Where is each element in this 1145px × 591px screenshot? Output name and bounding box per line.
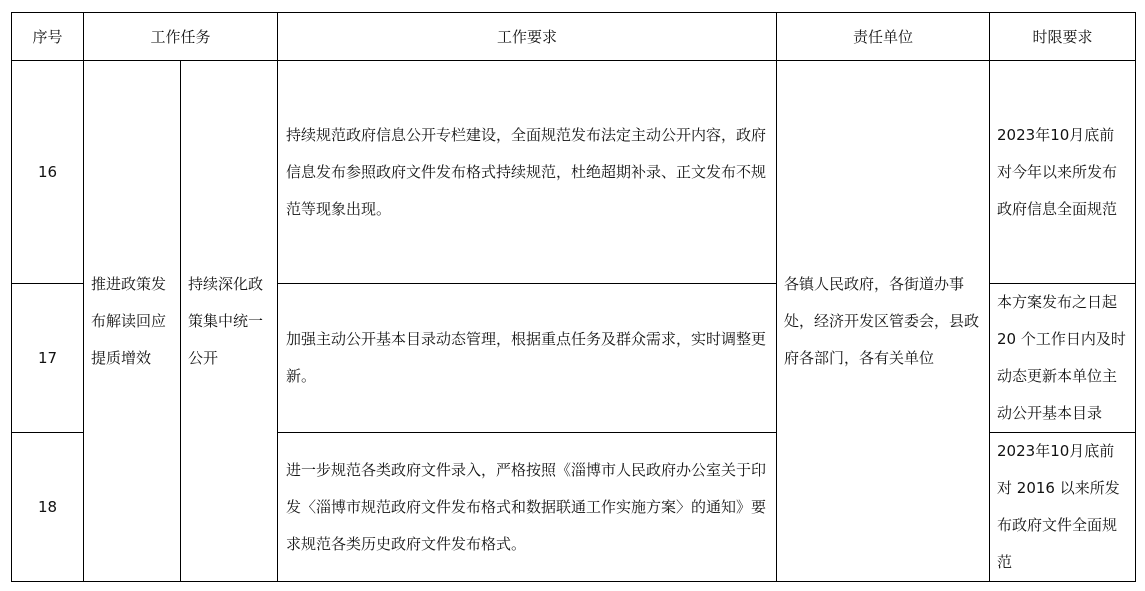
row-seq: 17 (12, 284, 84, 433)
work-task-table (11, 12, 1136, 582)
deadline-cell: 2023年10月底前对今年以来所发布政府信息全面规范 (990, 61, 1136, 284)
deadline-cell: 2023年10月底前对 2016 以来所发布政府文件全面规范 (990, 433, 1136, 582)
row-seq: 18 (12, 433, 84, 582)
task-main-cell: 推进政策发布解读回应提质增效 (84, 61, 181, 582)
requirement-cell: 进一步规范各类政府文件录入，严格按照《淄博市人民政府办公室关于印发〈淄博市规范政府文件发布格式和数据联通工作实施方案〉的通知》要求规范各类历史政府文件发布格式。 (278, 433, 777, 582)
table-row (12, 61, 1136, 284)
row-seq: 16 (12, 61, 84, 284)
header-seq: 序号 (12, 13, 84, 61)
header-deadline: 时限要求 (990, 13, 1136, 61)
table-header-row (12, 13, 1136, 61)
header-task: 工作任务 (84, 13, 278, 61)
header-unit: 责任单位 (777, 13, 990, 61)
task-sub-cell: 持续深化政策集中统一公开 (181, 61, 278, 582)
requirement-cell: 加强主动公开基本目录动态管理，根据重点任务及群众需求，实时调整更新。 (278, 284, 777, 433)
requirement-cell: 持续规范政府信息公开专栏建设，全面规范发布法定主动公开内容，政府信息发布参照政府文件发布格式持续规范，杜绝超期补录、正文发布不规范等现象出现。 (278, 61, 777, 284)
responsible-unit-cell: 各镇人民政府，各街道办事处，经济开发区管委会，县政府各部门，各有关单位 (777, 61, 990, 582)
deadline-cell: 本方案发布之日起20 个工作日内及时动态更新本单位主动公开基本目录 (990, 284, 1136, 433)
header-requirement: 工作要求 (278, 13, 777, 61)
